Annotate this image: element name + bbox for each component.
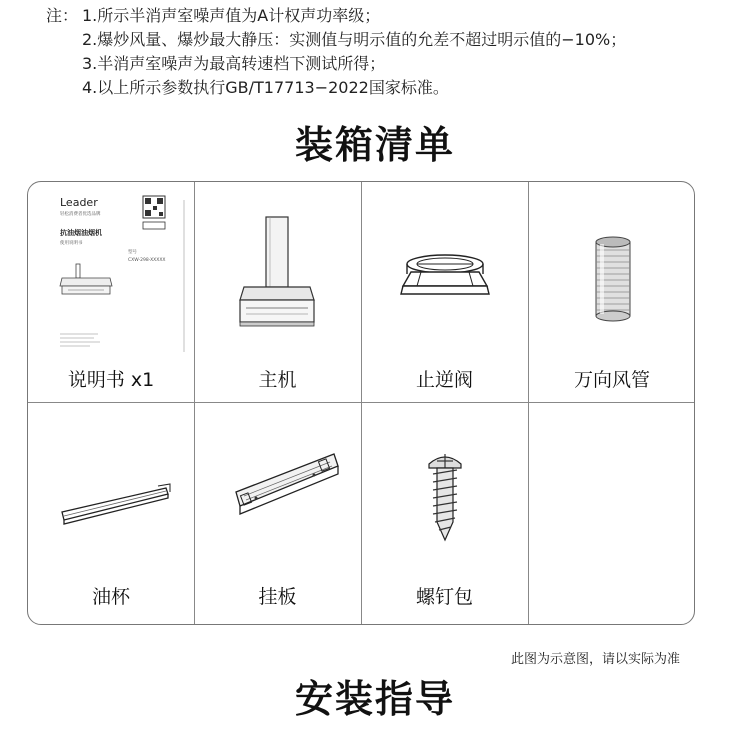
note-line: 3.半消声室噪声为最高转速档下测试所得； [82,54,386,73]
install-guide-title: 安装指导 [294,677,455,721]
note-line: 4.以上所示参数执行GB/T17713−2022国家标准。 [82,78,449,97]
notes-label: 注： [46,6,79,25]
item-mounting-plate [194,402,361,625]
note-line: 1.所示半消声室噪声值为A计权声功率级； [82,6,381,25]
item-label: 万向风管 [573,369,650,391]
oil-cup-icon [28,402,194,577]
item-oil-cup [28,402,194,625]
note-line: 2.爆炒风量、爆炒最大静压：实测值与明示值的允差不超过明示值的−10%； [82,30,627,49]
manual-model-label: 型号 [128,250,137,255]
item-label: 油杯 [91,586,130,608]
check-valve-icon [361,182,528,357]
mounting-plate-icon [194,402,361,577]
item-label: 止逆阀 [415,369,473,391]
item-main-unit [194,182,361,402]
item-empty [528,402,695,625]
packing-list-grid [27,181,695,625]
manual-icon [28,182,194,357]
item-check-valve [361,182,528,402]
flexible-duct-icon [528,182,695,357]
screw-icon [361,402,528,577]
item-label: 挂板 [258,586,297,608]
manual-brand: Leader [60,196,98,209]
manual-model: CXW-298-XXXXX [128,258,166,263]
manual-product: 抗油烟油烟机 [60,229,102,237]
image-note: 此图为示意图，请以实际为准 [510,652,680,667]
notes-block [46,4,626,100]
item-label: 螺钉包 [415,586,473,608]
range-hood-icon [194,182,361,357]
manual-product-sub: 使用说明书 [60,241,83,246]
manual-brand-sub: 轻松消费者优选品牌 [60,212,101,217]
item-flexible-duct [528,182,695,402]
item-screw-pack [361,402,528,625]
item-label: 说明书 x1 [67,369,155,391]
packing-list-title: 装箱清单 [294,123,455,167]
item-manual [28,182,194,402]
item-label: 主机 [258,369,297,391]
